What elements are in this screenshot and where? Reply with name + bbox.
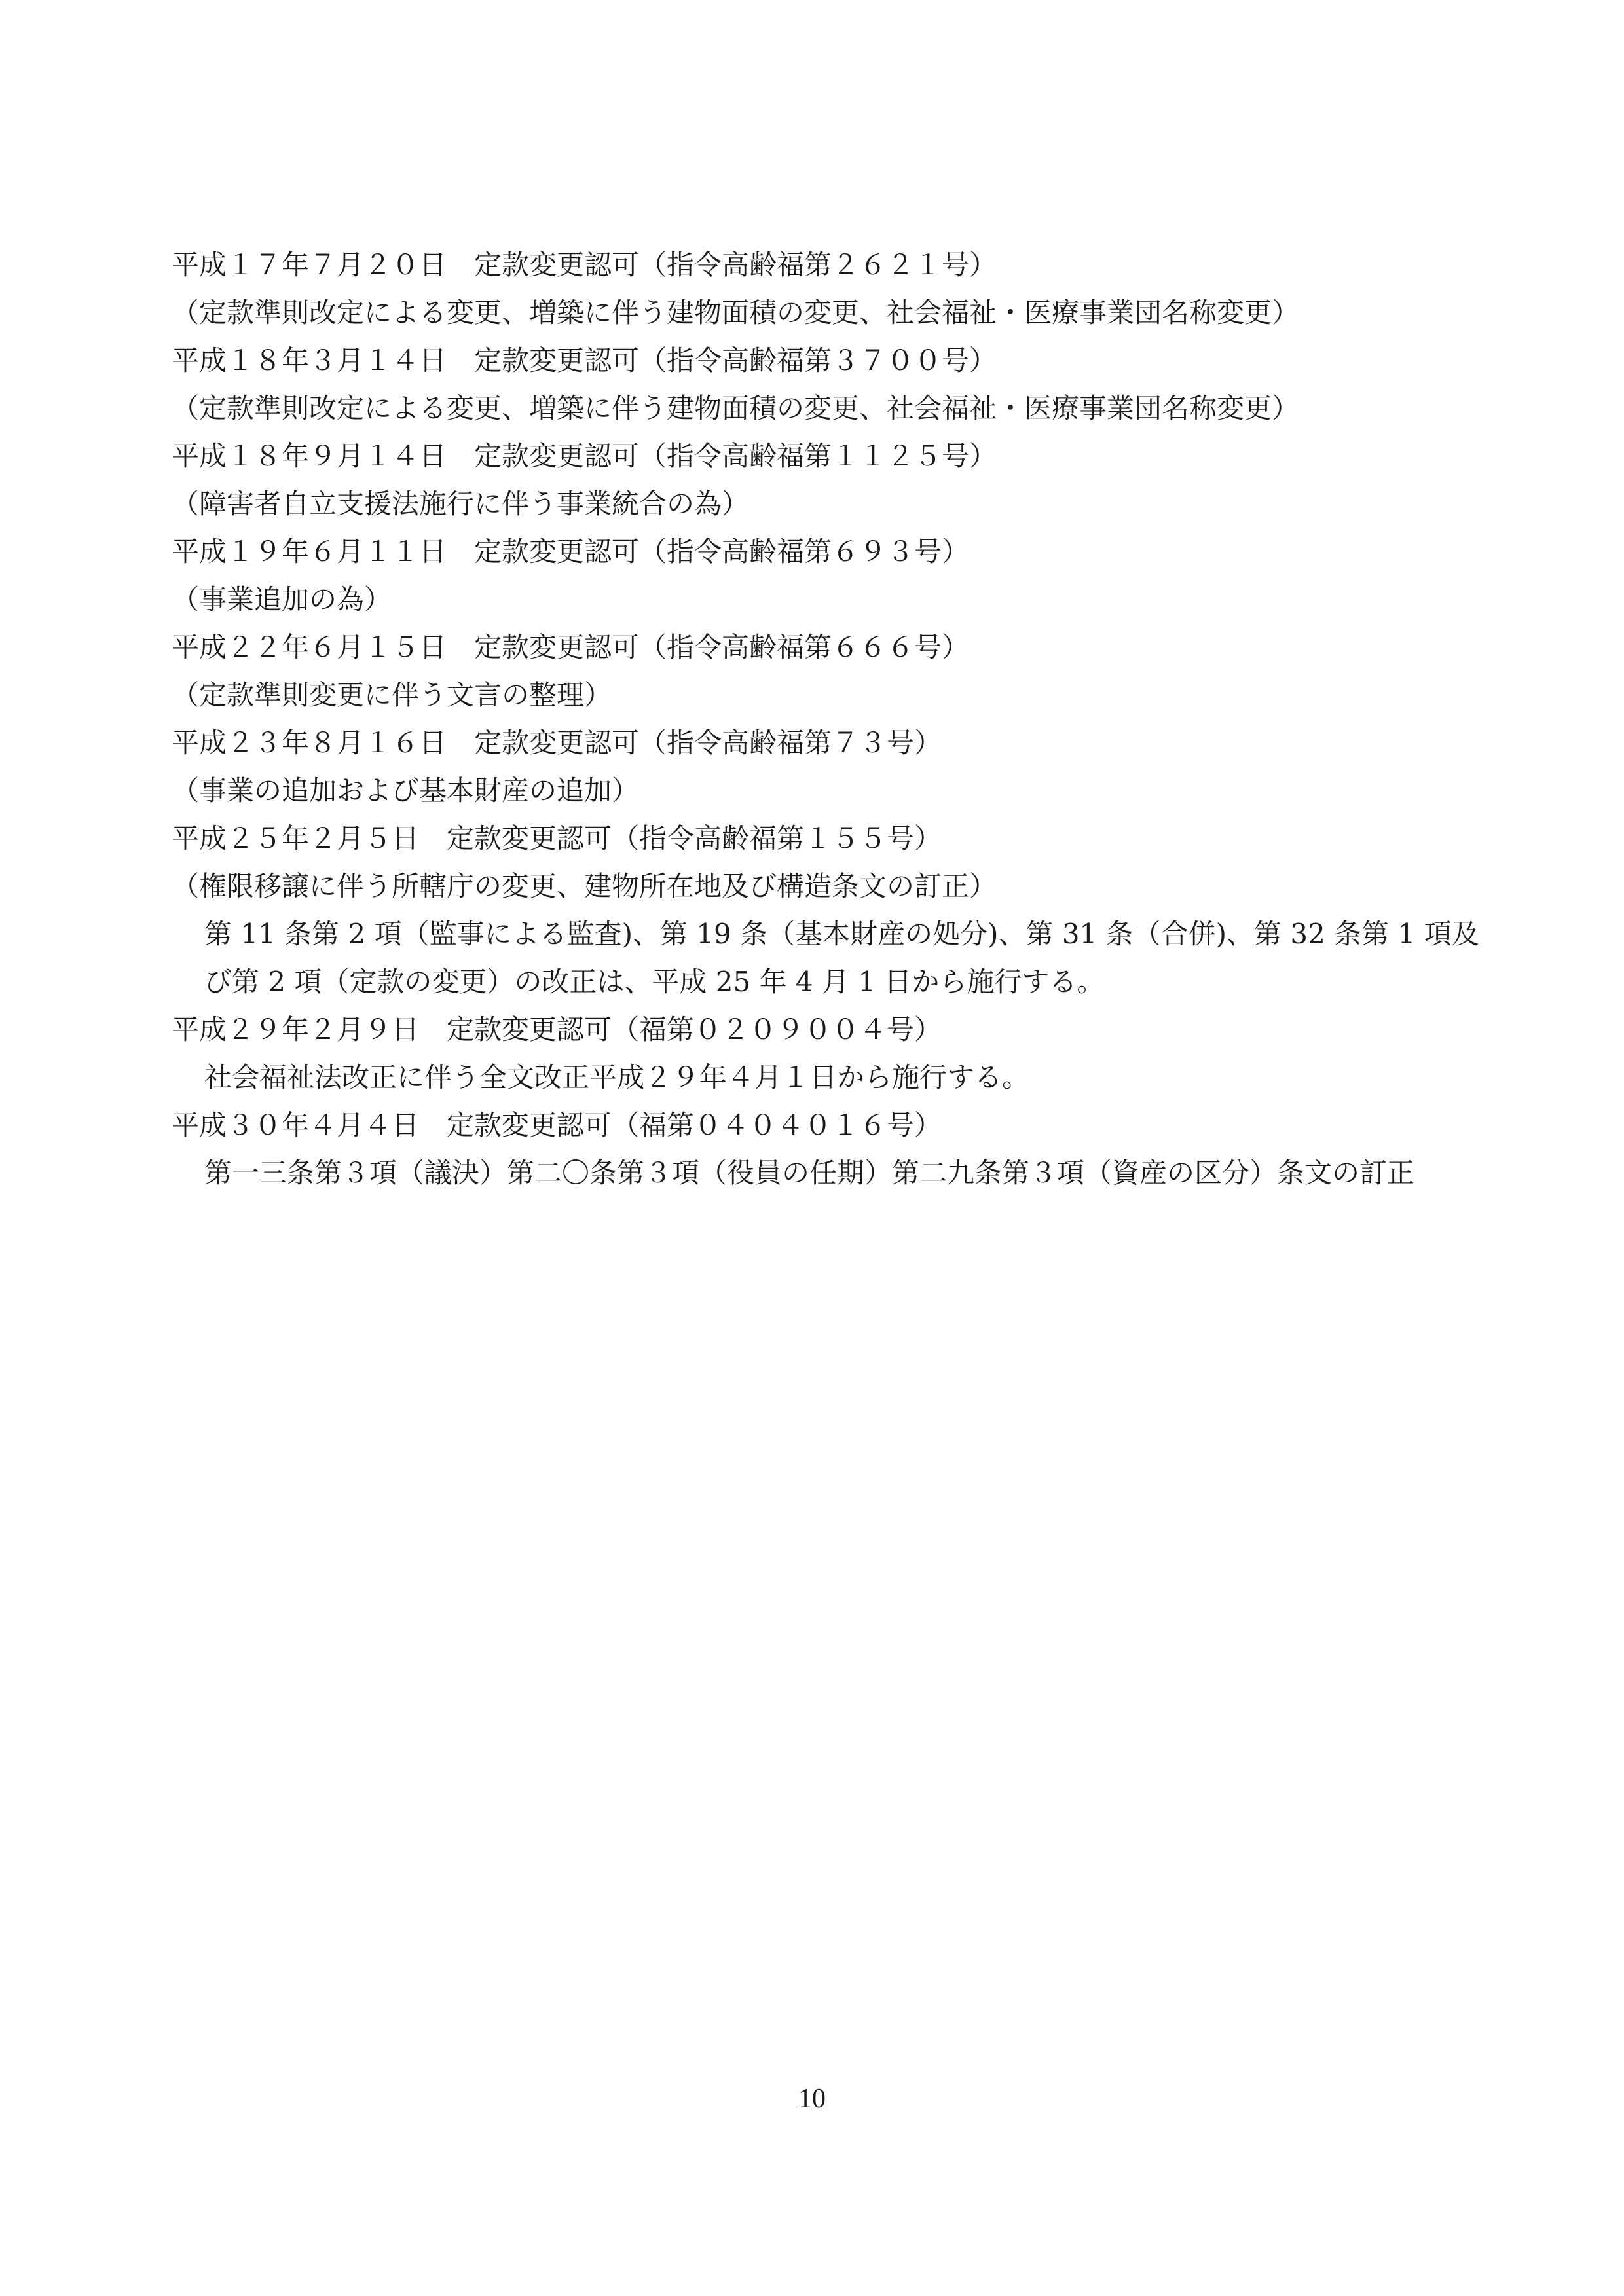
amendment-entry-h19: 平成１９年６月１１日 定款変更認可（指令高齢福第６９３号） — [172, 536, 970, 568]
amendment-entry-h30: 平成３０年４月４日 定款変更認可（福第０４０４０１６号） — [172, 1109, 942, 1141]
amendment-note-h18-march: （定款準則改定による変更、増築に伴う建物面積の変更、社会福祉・医療事業団名称変更） — [172, 392, 1300, 424]
amendment-note-h23: （事業の追加および基本財産の追加） — [172, 774, 640, 807]
amendment-note-h19: （事業追加の為） — [172, 583, 392, 615]
page-number: 10 — [798, 2084, 826, 2114]
amendment-entry-h18-march: 平成１８年３月１４日 定款変更認可（指令高齢福第３７００号） — [172, 344, 997, 376]
amendment-note-h22: （定款準則変更に伴う文言の整理） — [172, 679, 612, 711]
amendment-detail-h29: 社会福祉法改正に伴う全文改正平成２９年４月１日から施行する。 — [204, 1061, 1030, 1093]
amendment-history — [172, 241, 1514, 1197]
amendment-entry-h22: 平成２２年６月１５日 定款変更認可（指令高齢福第６６６号） — [172, 631, 970, 663]
amendment-detail-h30: 第一三条第３項（議決）第二〇条第３項（役員の任期）第二九条第３項（資産の区分）条文の訂正 — [204, 1157, 1415, 1189]
amendment-entry-h29: 平成２９年２月９日 定款変更認可（福第０２０９００４号） — [172, 1013, 942, 1046]
amendment-entry-h25: 平成２５年２月５日 定款変更認可（指令高齢福第１５５号） — [172, 822, 942, 854]
amendment-detail-h25-line2: び第 2 項（定款の変更）の改正は、平成 25 年 4 月 1 日から施行する。 — [204, 966, 1105, 998]
amendment-entry-h23: 平成２３年８月１６日 定款変更認可（指令高齢福第７３号） — [172, 727, 942, 759]
amendment-note-h18-september: （障害者自立支援法施行に伴う事業統合の為） — [172, 488, 750, 520]
amendment-detail-h25-line1: 第 11 条第 2 項（監事による監査)、第 19 条（基本財産の処分)、第 31 条（合併)、第 32 条第 1 項及 — [204, 918, 1479, 950]
amendment-note-h17: （定款準則改定による変更、増築に伴う建物面積の変更、社会福祉・医療事業団名称変更） — [172, 297, 1300, 329]
amendment-entry-h18-september: 平成１８年９月１４日 定款変更認可（指令高齢福第１１２５号） — [172, 440, 997, 472]
amendment-note-h25: （権限移譲に伴う所轄庁の変更、建物所在地及び構造条文の訂正） — [172, 870, 997, 902]
amendment-entry-h17: 平成１７年７月２０日 定款変更認可（指令高齢福第２６２１号） — [172, 249, 997, 281]
